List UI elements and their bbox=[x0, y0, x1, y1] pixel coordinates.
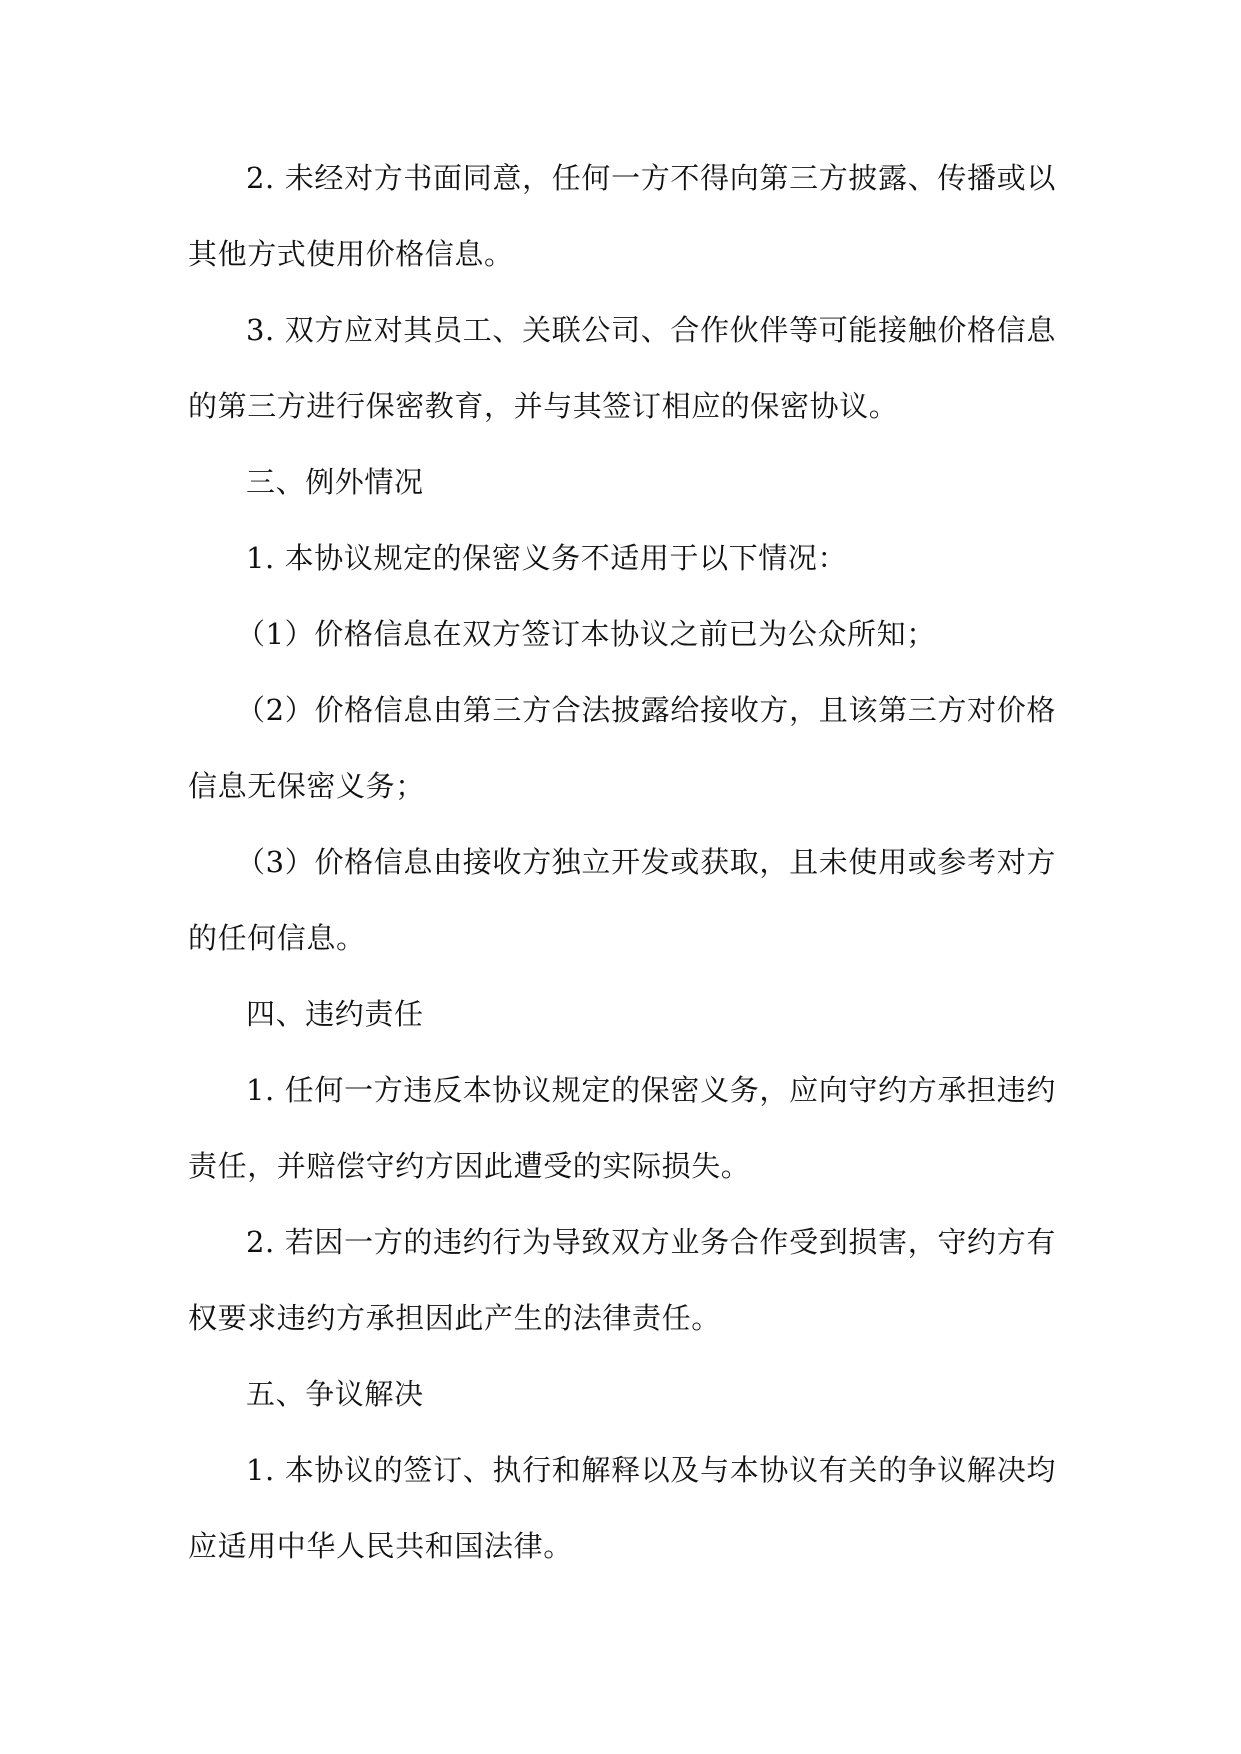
clause-paragraph: 3. 双方应对其员工、关联公司、合作伙伴等可能接触价格信息的第三方进行保密教育，并与其签订相应的保密协议。 bbox=[188, 313, 1056, 423]
clause-paragraph: 1. 本协议规定的保密义务不适用于以下情况： bbox=[246, 541, 848, 575]
sub-clause-paragraph: （3）价格信息由接收方独立开发或获取，且未使用或参考对方的任何信息。 bbox=[188, 845, 1056, 955]
clause-paragraph: 2. 若因一方的违约行为导致双方业务合作受到损害，守约方有权要求违约方承担因此产生的法律责任。 bbox=[188, 1225, 1056, 1335]
clause-paragraph: 1. 本协议的签订、执行和解释以及与本协议有关的争议解决均应适用中华人民共和国法律。 bbox=[188, 1453, 1056, 1563]
clause-paragraph: 2. 未经对方书面同意，任何一方不得向第三方披露、传播或以其他方式使用价格信息。 bbox=[188, 161, 1056, 271]
sub-clause-paragraph: （1）价格信息在双方签订本协议之前已为公众所知； bbox=[236, 617, 936, 651]
section-heading: 五、争议解决 bbox=[246, 1377, 424, 1411]
section-heading: 四、违约责任 bbox=[246, 997, 424, 1031]
document-body bbox=[188, 140, 1056, 1584]
sub-clause-paragraph: （2）价格信息由第三方合法披露给接收方，且该第三方对价格信息无保密义务； bbox=[188, 693, 1056, 803]
clause-paragraph: 1. 任何一方违反本协议规定的保密义务，应向守约方承担违约责任，并赔偿守约方因此遭受的实际损失。 bbox=[188, 1073, 1056, 1183]
section-heading: 三、例外情况 bbox=[246, 465, 424, 499]
